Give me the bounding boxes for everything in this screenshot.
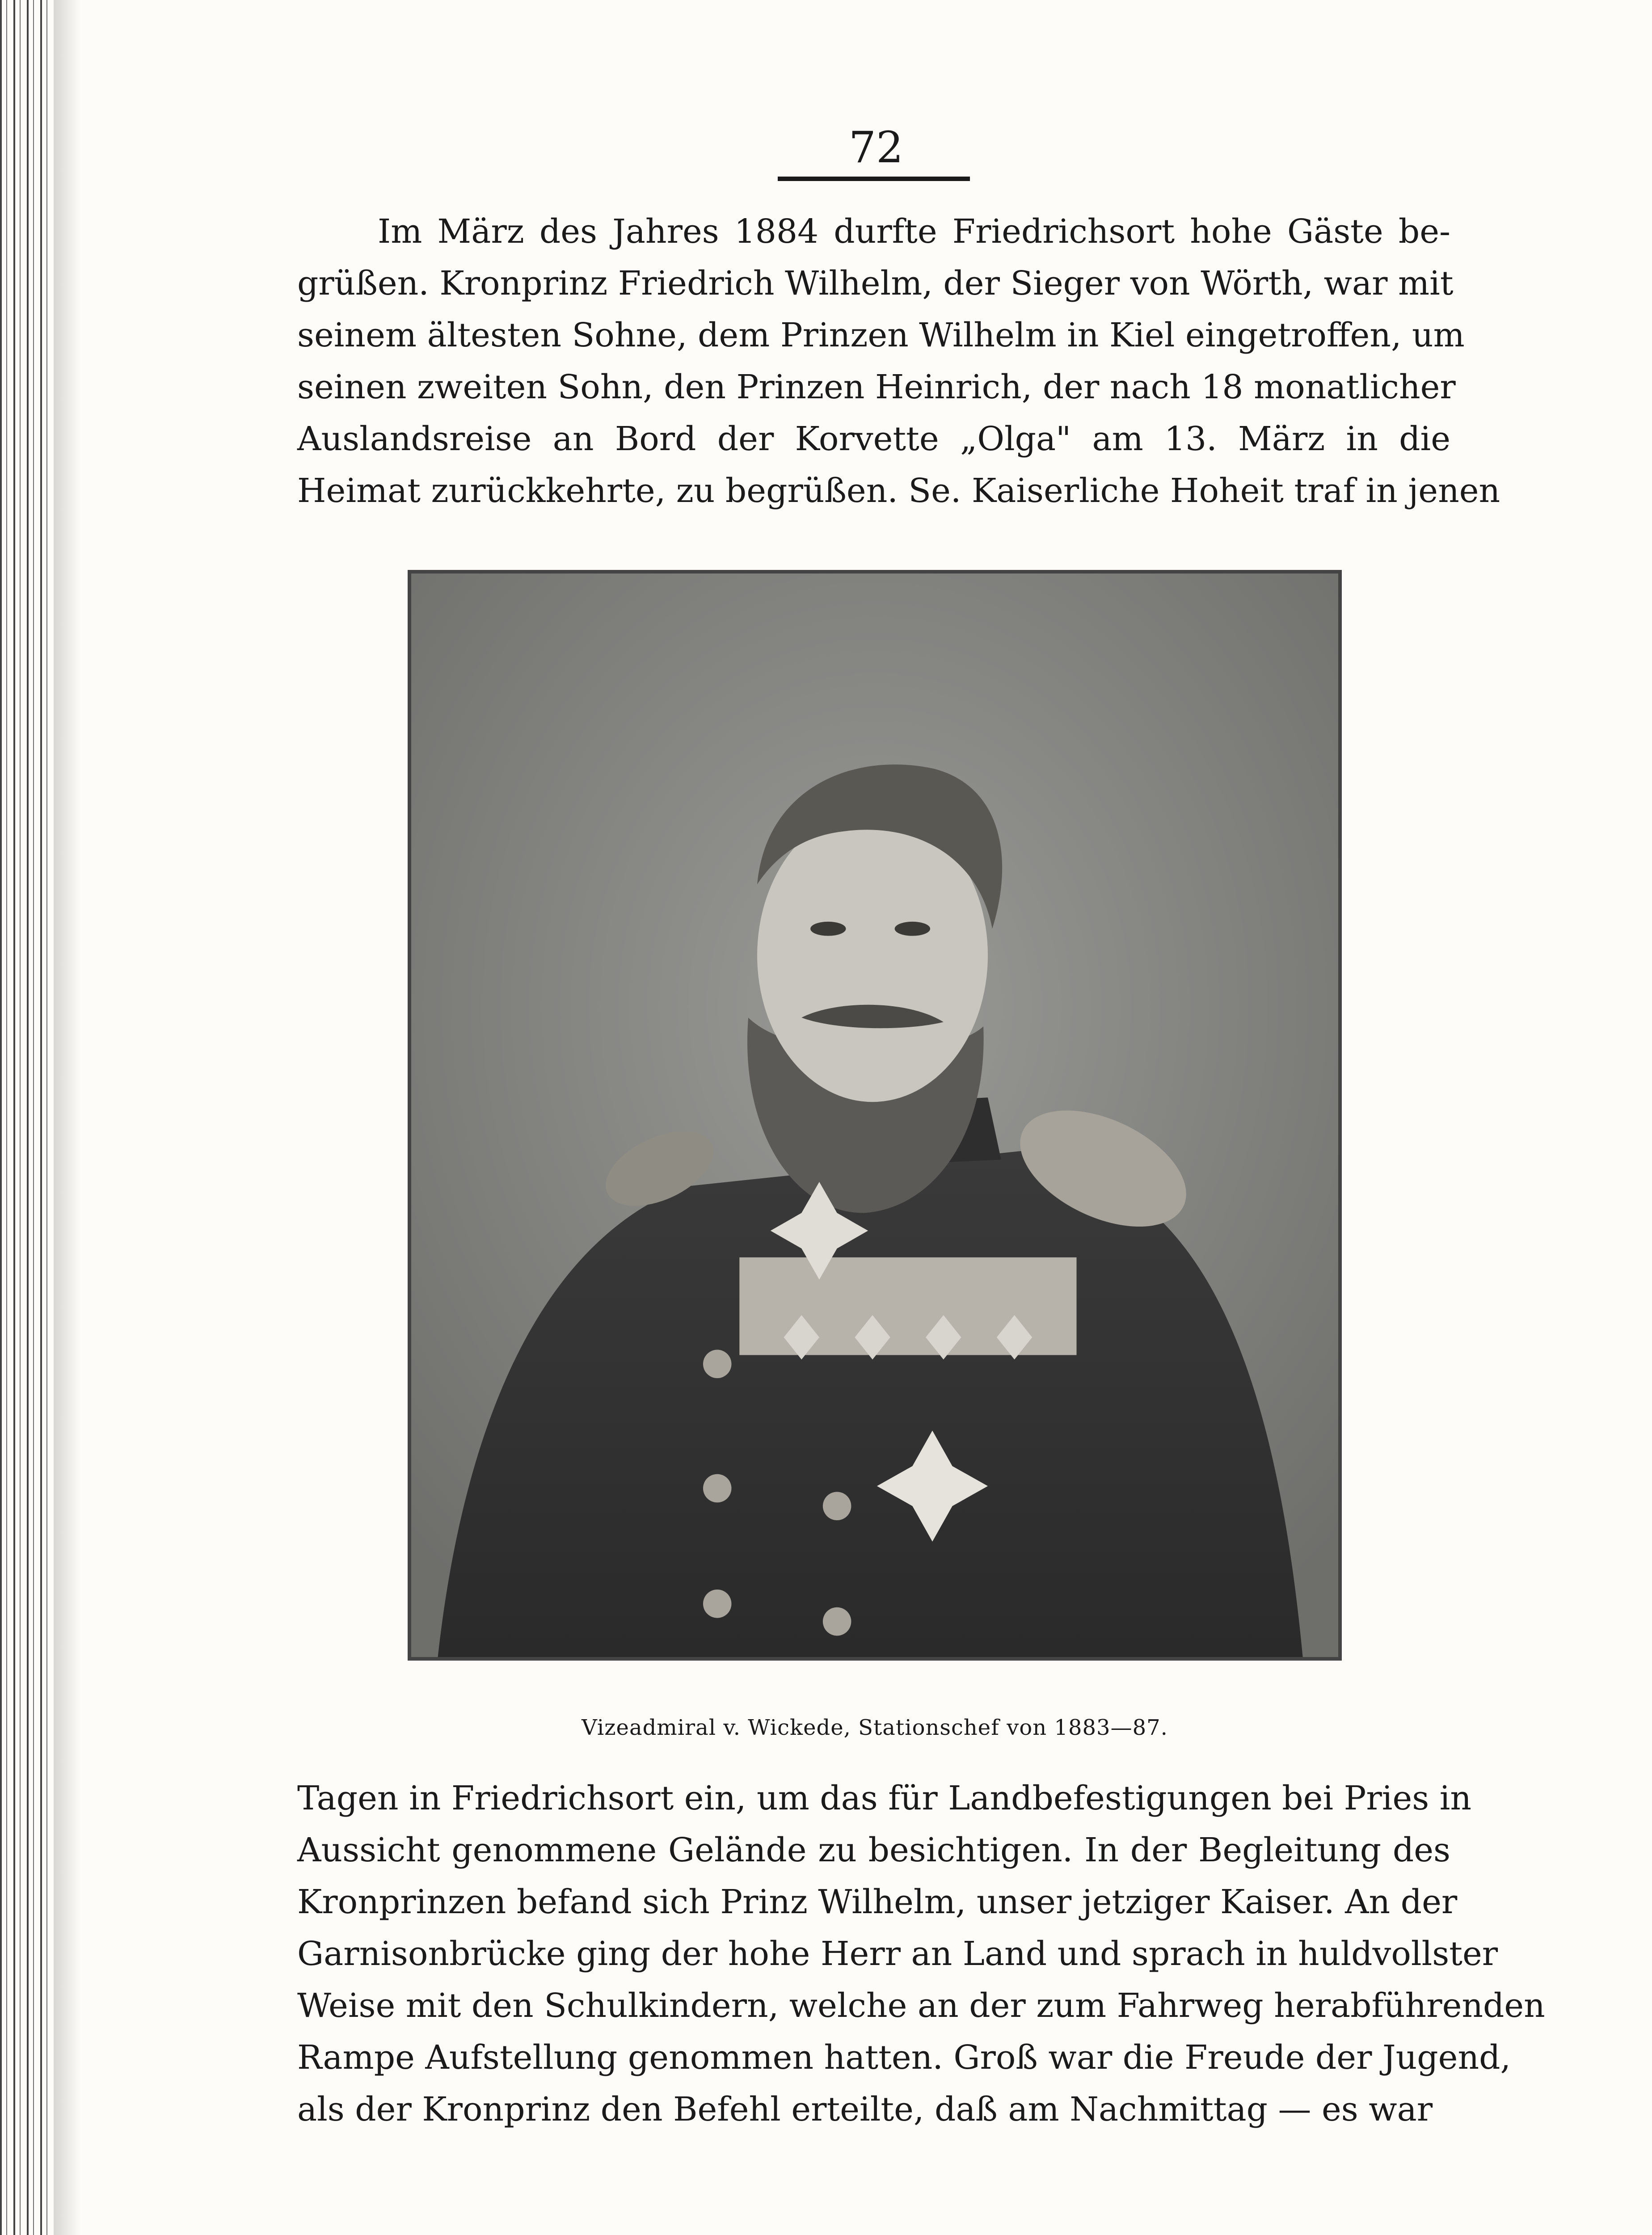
text-line: Im März des Jahres 1884 durfte Friedrichsort hohe Gäste be-	[378, 212, 1450, 251]
scanned-page-edge	[0, 0, 54, 2235]
page-number: 72	[848, 122, 904, 173]
text-line: seinem ältesten Sohne, dem Prinzen Wilhelm in Kiel eingetroffen, um	[297, 316, 1465, 354]
text-line: Garnisonbrücke ging der hohe Herr an Land und sprach in huldvollster	[297, 1935, 1498, 1973]
figure-caption: Vizeadmiral v. Wickede, Stationschef von 1883—87.	[582, 1715, 1168, 1740]
portrait-illustration	[411, 574, 1338, 1657]
text-line: als der Kronprinz den Befehl erteilte, daß am Nachmittag — es war	[297, 2090, 1433, 2129]
text-line: Rampe Aufstellung genommen hatten. Groß war die Freude der Jugend,	[297, 2038, 1511, 2077]
text-line: Tagen in Friedrichsort ein, um das für Landbefestigungen bei Pries in	[297, 1779, 1472, 1818]
text-line: Auslandsreise an Bord der Korvette „Olga" am 13. März in die	[297, 420, 1450, 458]
page-gutter-shadow	[54, 0, 80, 2235]
text-line: Kronprinzen befand sich Prinz Wilhelm, unser jetziger Kaiser. An der	[297, 1883, 1458, 1921]
paragraph-bottom	[297, 1772, 1545, 2135]
text-line: Weise mit den Schulkindern, welche an der zum Fahrweg herabführenden	[297, 1986, 1545, 2025]
header-rule	[778, 177, 970, 181]
text-line: seinen zweiten Sohn, den Prinzen Heinrich, der nach 18 monatlicher	[297, 368, 1456, 406]
text-line: grüßen. Kronprinz Friedrich Wilhelm, der Sieger von Wörth, war mit	[297, 264, 1454, 303]
text-line: Heimat zurückkehrte, zu begrüßen. Se. Kaiserliche Hoheit traf in jenen	[297, 472, 1500, 510]
paragraph-top	[297, 206, 1500, 517]
portrait-photograph	[408, 570, 1342, 1661]
text-line: Aussicht genommene Gelände zu besichtigen. In der Begleitung des	[297, 1831, 1450, 1869]
